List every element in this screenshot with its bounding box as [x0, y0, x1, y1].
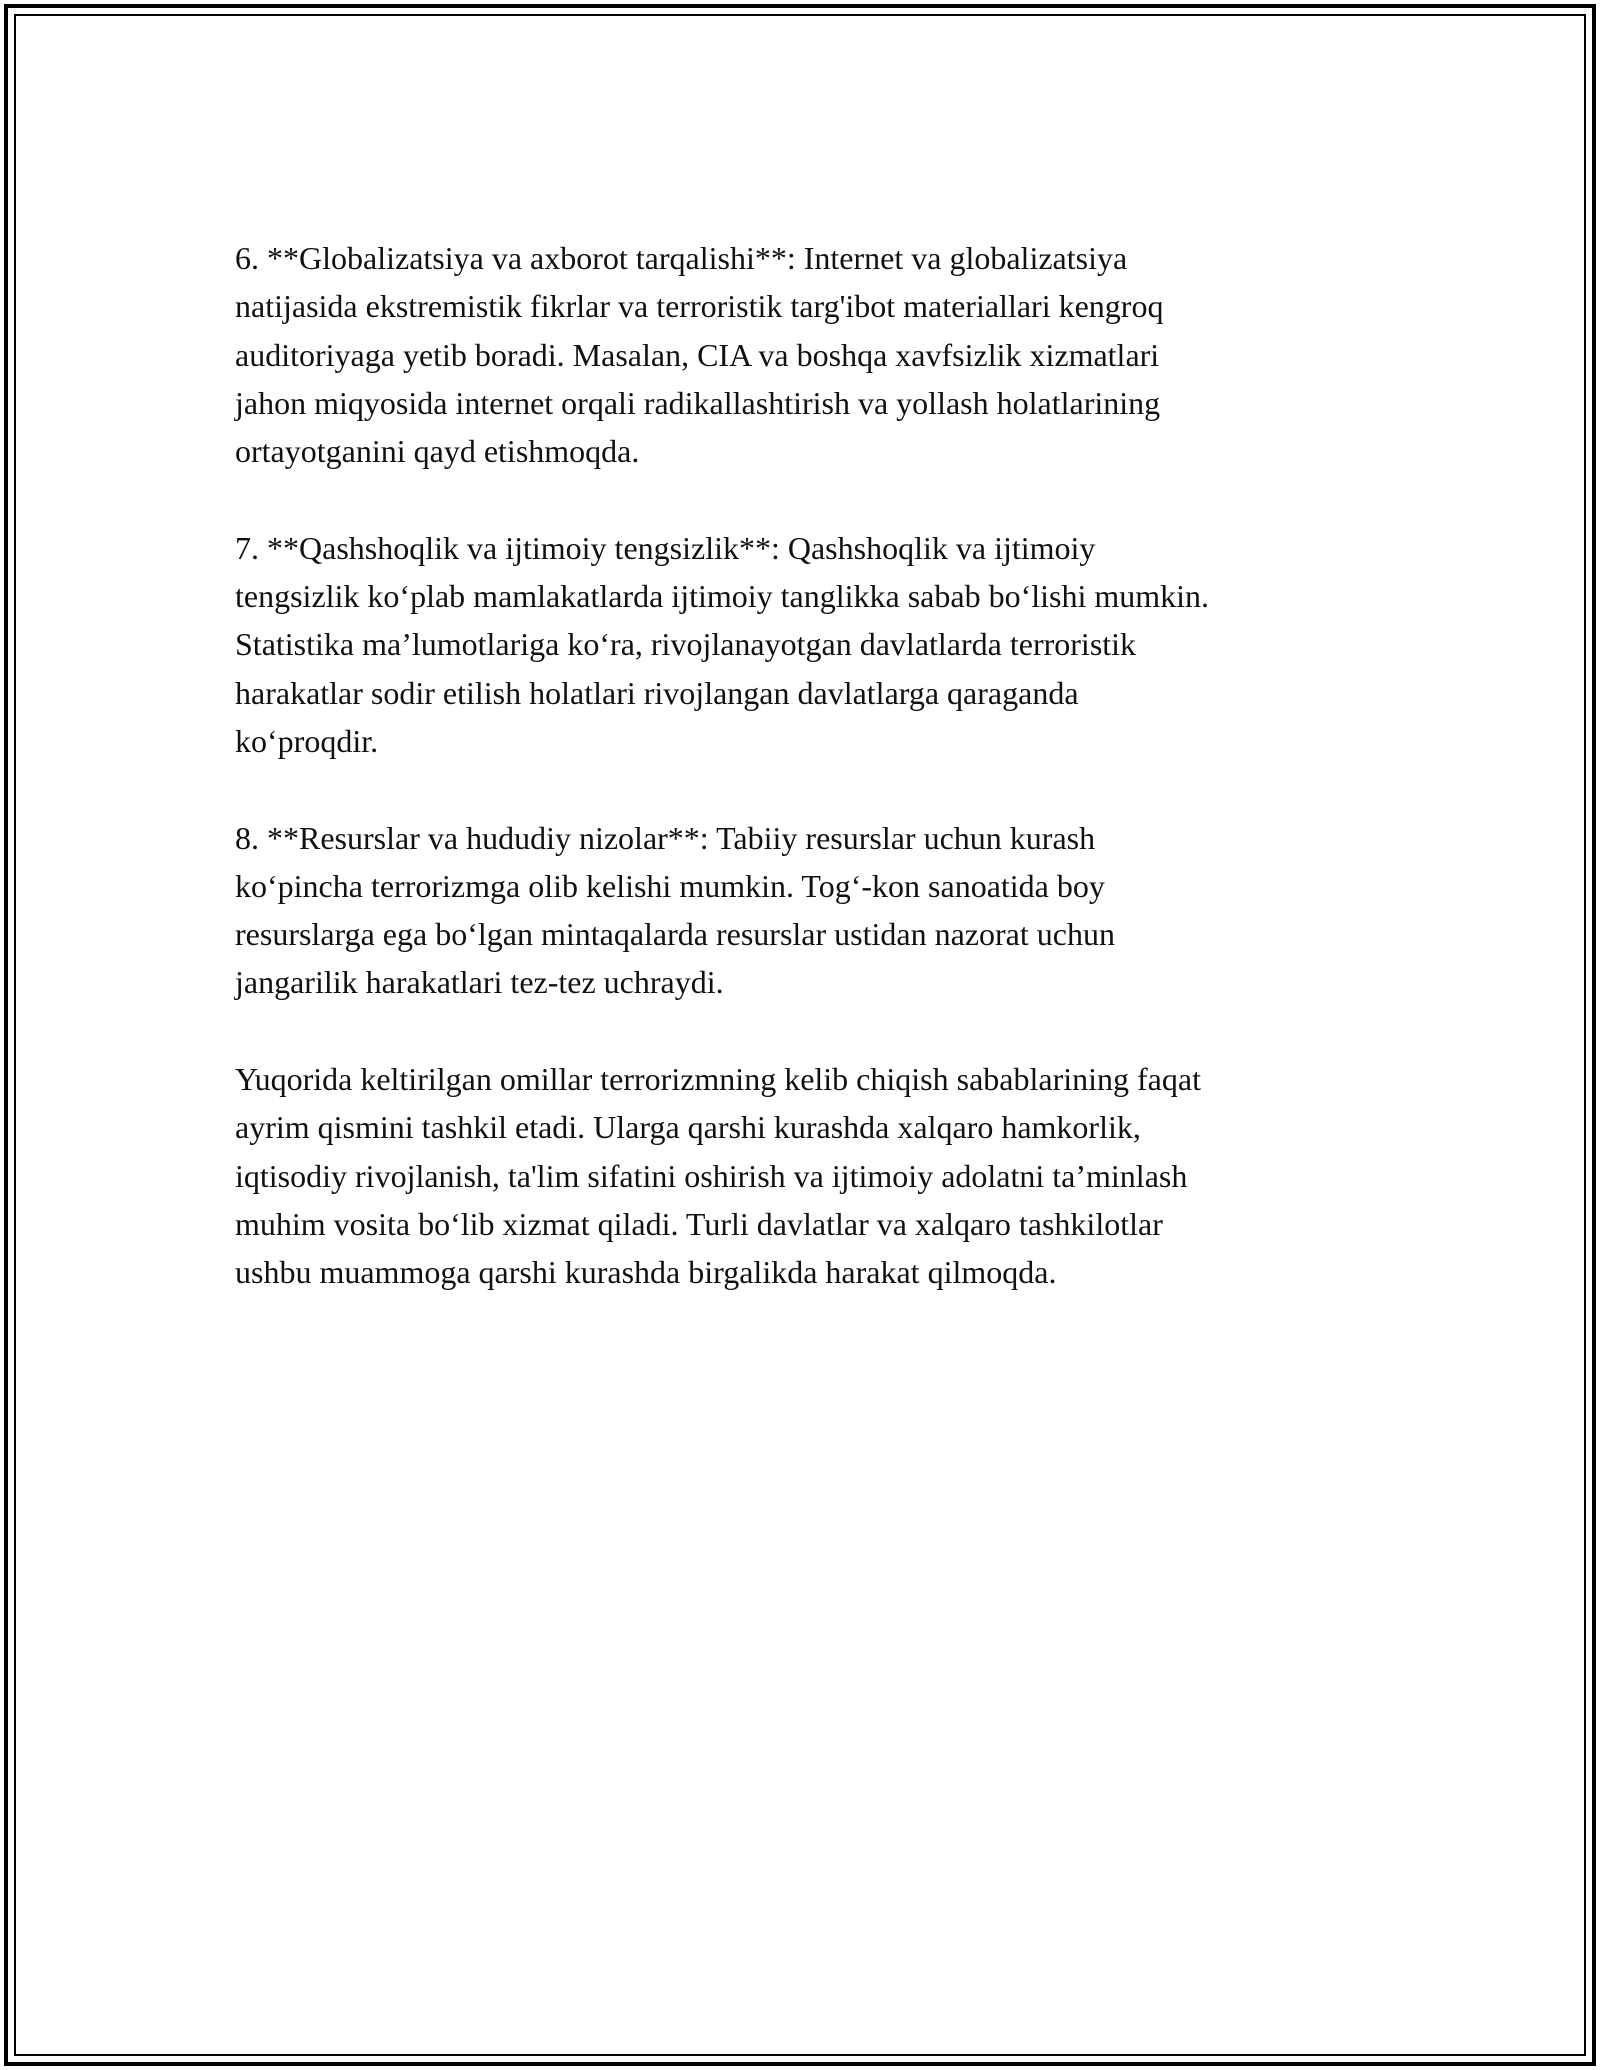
text-line: harakatlar sodir etilish holatlari rivojlangan davlatlarga qaraganda [235, 674, 1079, 711]
text-line: resurslarga ega boʻlgan mintaqalarda resurslar ustidan nazorat uchun [235, 916, 1115, 953]
text-line: ayrim qismini tashkil etadi. Ularga qarshi kurashda xalqaro hamkorlik, [235, 1109, 1141, 1146]
text-line: 8. **Resurslar va hududiy nizolar**: Tabiiy resurslar uchun kurash [235, 819, 1096, 856]
text-line: auditoriyaga yetib boradi. Masalan, CIA va boshqa xavfsizlik xizmatlari [235, 336, 1160, 373]
paragraph-resources-conflicts [235, 814, 1365, 1007]
text-line: 7. **Qashshoqlik va ijtimoiy tengsizlik**: Qashshoqlik va ijtimoiy [235, 529, 1096, 566]
text-line: jahon miqyosida internet orqali radikallashtirish va yollash holatlarining [235, 384, 1161, 421]
text-line: jangarilik harakatlari tez-tez uchraydi. [235, 964, 724, 1001]
text-line: Statistika maʼlumotlariga koʻra, rivojlanayotgan davlatlarda terroristik [235, 626, 1137, 663]
text-line: koʻproqdir. [235, 722, 379, 759]
document-body [235, 234, 1365, 1345]
text-line: tengsizlik koʻplab mamlakatlarda ijtimoiy tanglikka sabab boʻlishi mumkin. [235, 578, 1210, 615]
paragraph-globalization [235, 234, 1365, 475]
text-line: Yuqorida keltirilgan omillar terrorizmning kelib chiqish sabablarining faqat [235, 1061, 1201, 1098]
text-line: koʻpincha terrorizmga olib kelishi mumkin. Togʻ-kon sanoatida boy [235, 867, 1105, 904]
text-line: natijasida ekstremistik fikrlar va terroristik targ'ibot materiallari kengroq [235, 288, 1164, 325]
text-line: iqtisodiy rivojlanish, ta'lim sifatini oshirish va ijtimoiy adolatni taʼminlash [235, 1157, 1188, 1194]
paragraph-conclusion [235, 1055, 1365, 1296]
text-line: muhim vosita boʻlib xizmat qiladi. Turli davlatlar va xalqaro tashkilotlar [235, 1205, 1163, 1242]
text-line: 6. **Globalizatsiya va axborot tarqalishi**: Internet va globalizatsiya [235, 240, 1128, 276]
text-line: ortayotganini qayd etishmoqda. [235, 433, 640, 470]
text-line: ushbu muammoga qarshi kurashda birgalikda harakat qilmoqda. [235, 1254, 1057, 1291]
paragraph-poverty-inequality [235, 524, 1365, 765]
